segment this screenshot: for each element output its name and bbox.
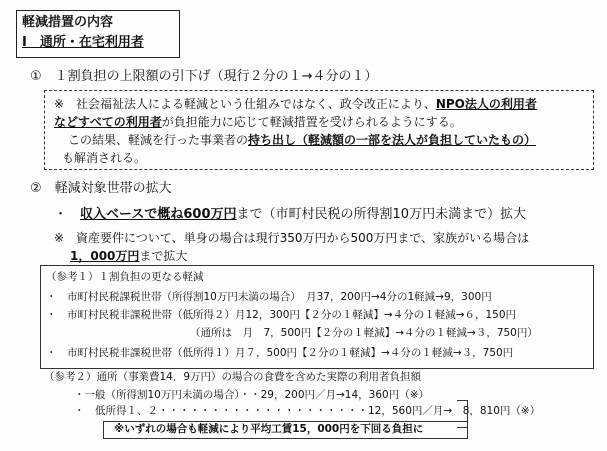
note-all-users-highlight: などすべての利用者 (54, 115, 162, 129)
note-npo-highlight: NPO法人の利用者 (435, 97, 537, 111)
reference1-row: ・ 市町村民税課税世帯（所得割10万円未満の場合） 月37，200円→4分の1軽減→9，300円 (46, 291, 492, 303)
reference1-row: ・ 市町村民税非課税世帯（低所得２）月12，300円【２分の１軽減】→４分の１軽減→６，150円 (46, 309, 517, 321)
reference2-heading: （参考２）通所（事業費14．9万円）の場合の食費を含めた実際の利用者負担額 (44, 371, 422, 383)
note-line-1 (54, 98, 537, 110)
bullet-text: まで（市町村民税の所得割10万円未満まで）拡大 (236, 207, 527, 222)
section2-bullet (54, 208, 526, 221)
asset-line-2-text: まで拡大 (139, 249, 188, 263)
asset-line-2 (70, 250, 187, 262)
reference2-row: ・一般（所得割10万円未満の場合）・・29，200円／月→14，360円（※） (74, 389, 430, 401)
reference2-footnote: ※いずれの場合も軽減により平均工賃15，000円を下回る負担に (114, 423, 424, 435)
note-line-2 (54, 116, 462, 128)
note-line-3 (68, 134, 536, 146)
reference2-row: ・ 低所得１、２・・・・・・・・・・・・・・・・・・・・12，560円／月→ 8，810円（※） (74, 405, 541, 417)
section1-heading: ① １割負担の上限額の引下げ（現行２分の１→４分の１） (30, 69, 378, 84)
asset-highlight: 1，000万円 (70, 249, 140, 263)
income-highlight: 収入ベースで概ね600万円 (80, 207, 237, 222)
bullet-mark: ・ (54, 207, 68, 222)
note-line-4: も解消される。 (62, 151, 147, 165)
reference1-row: （通所は 月 7，500円【２分の１軽減】→４分の１軽減→３，750円） (190, 327, 538, 339)
reference1-heading: （参考１）１割負担の更なる軽減 (46, 271, 204, 283)
note-line-2-text: が負担能力に応じて軽減措置を受けられるようにする。 (161, 115, 462, 129)
page-title: 軽減措置の内容 (22, 15, 114, 30)
page-subtitle: Ⅰ 通所・在宅利用者 (22, 35, 144, 50)
reference1-row: ・ 市町村民税非課税世帯（低所得１）月７，500円【２分の１軽減】→４分の１軽減→３，750円 (46, 347, 514, 359)
note-line-1-text: ※ 社会福祉法人による軽減という仕組みではなく、政令改正により、 (54, 97, 436, 111)
section2-heading: ② 軽減対象世帯の拡大 (30, 181, 172, 196)
asset-line-1: ※ 資産要件について、単身の場合は現行350万円から500万円まで、家族がいる場合は (54, 231, 530, 245)
note-burden-highlight: 持ち出し（軽減額の一部を法人が負担していたもの） (248, 133, 537, 147)
note-line-3-text: この結果、軽減を行った事業者の (68, 133, 249, 147)
